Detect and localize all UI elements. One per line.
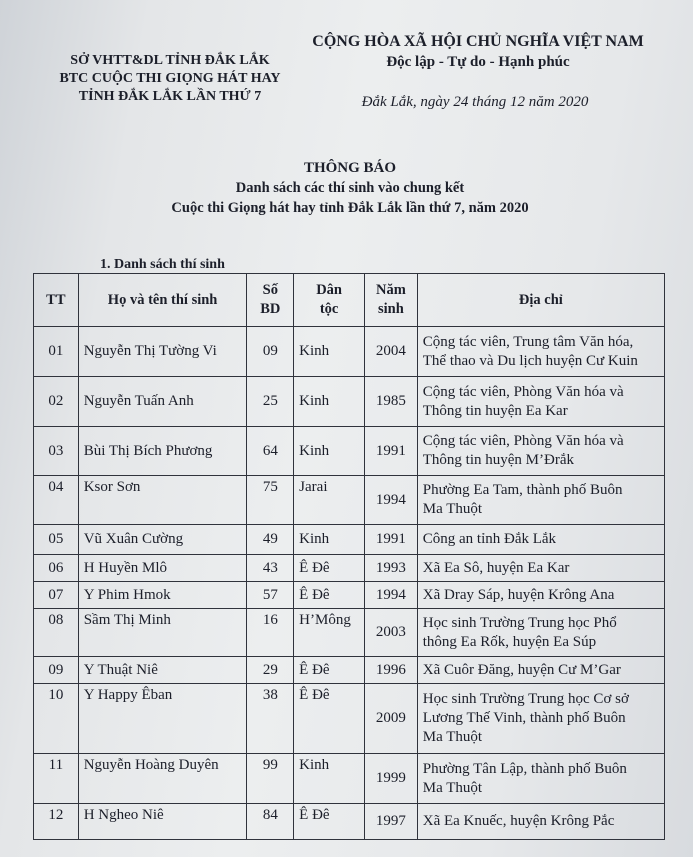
- cell-sbd: 29: [247, 657, 294, 684]
- header-sbd-line-2: BD: [260, 301, 281, 317]
- cell-name: Nguyễn Thị Tường Vi: [78, 327, 247, 377]
- cell-name: Bùi Thị Bích Phương: [78, 427, 247, 476]
- cell-name: Sầm Thị Minh: [78, 609, 247, 657]
- address-line: Cộng tác viên, Phòng Văn hóa và: [422, 383, 624, 400]
- header-birth-year: [365, 274, 418, 327]
- address-line: Cộng tác viên, Trung tâm Văn hóa,: [422, 333, 634, 350]
- cell-ethnicity: Ê Đê: [294, 804, 365, 840]
- notice-title-block: [100, 158, 600, 218]
- cell-sbd: 57: [247, 582, 294, 609]
- cell-sbd: 25: [247, 377, 294, 427]
- cell-sbd: 43: [247, 555, 294, 582]
- notice-subtitle-1: Danh sách các thí sinh vào chung kết: [235, 180, 465, 196]
- cell-tt: 06: [34, 555, 79, 582]
- cell-sbd: 38: [247, 684, 294, 754]
- table-row: [34, 657, 665, 684]
- cell-birth-year: 1996: [365, 657, 418, 684]
- cell-name: Y Thuật Niê: [78, 657, 247, 684]
- cell-ethnicity: Ê Đê: [294, 684, 365, 754]
- cell-address: [417, 609, 664, 657]
- cell-sbd: 09: [247, 327, 294, 377]
- cell-sbd: 84: [247, 804, 294, 840]
- address-line: Học sinh Trường Trung học Cơ sở: [422, 691, 629, 707]
- cell-name: H Huyền Mlô: [78, 555, 247, 582]
- cell-address: Xã Ea Sô, huyện Ea Kar: [417, 555, 664, 582]
- address-line: Ma Thuột: [422, 779, 483, 796]
- address-line: Cộng tác viên, Phòng Văn hóa và: [422, 433, 624, 449]
- address-line: Phường Ea Tam, thành phố Buôn: [422, 482, 623, 498]
- cell-address: [417, 377, 664, 427]
- table-row: [34, 525, 665, 555]
- cell-ethnicity: H’Mông: [294, 609, 365, 657]
- place-date: Đắk Lắk, ngày 24 tháng 12 năm 2020: [361, 94, 589, 110]
- table-row: [34, 427, 665, 476]
- cell-tt: 09: [34, 657, 79, 684]
- header-sbd: [247, 274, 294, 327]
- cell-birth-year: 1991: [365, 427, 418, 476]
- cell-tt: 01: [34, 327, 79, 377]
- cell-birth-year: 2004: [365, 327, 418, 377]
- header-birth-year-line-1: Năm: [375, 282, 406, 298]
- address-line: Lương Thế Vinh, thành phố Buôn: [422, 710, 626, 726]
- cell-sbd: 64: [247, 427, 294, 476]
- cell-sbd: 16: [247, 609, 294, 657]
- address-line: Phường Tân Lập, thành phố Buôn: [422, 760, 627, 777]
- cell-tt: 04: [34, 476, 79, 525]
- section-title: 1. Danh sách thí sinh: [100, 257, 225, 272]
- cell-address: Xã Ea Knuếc, huyện Krông Pắc: [417, 804, 664, 840]
- cell-ethnicity: Kinh: [294, 754, 365, 804]
- header-tt: TT: [34, 274, 79, 327]
- cell-birth-year: 1993: [365, 555, 418, 582]
- header-sbd-line-1: Số: [262, 282, 278, 298]
- cell-name: Vũ Xuân Cường: [78, 525, 247, 555]
- cell-sbd: 75: [247, 476, 294, 525]
- cell-address: [417, 754, 664, 804]
- issuer-line-1: SỞ VHTT&DL TỈNH ĐẮK LẮK: [70, 53, 270, 68]
- cell-name: Y Phim Hmok: [78, 582, 247, 609]
- cell-tt: 02: [34, 377, 79, 427]
- notice-subtitle-2: Cuộc thi Giọng hát hay tỉnh Đắk Lắk lần thứ 7, năm 2020: [171, 200, 529, 216]
- national-motto: Độc lập - Tự do - Hạnh phúc: [386, 54, 570, 70]
- contestant-table: [33, 273, 665, 840]
- cell-sbd: 49: [247, 525, 294, 555]
- address-line: Thông tin huyện Ea Kar: [422, 402, 568, 419]
- national-header: [298, 32, 658, 72]
- table-row: [34, 476, 665, 525]
- table-row: [34, 327, 665, 377]
- cell-ethnicity: Kinh: [294, 377, 365, 427]
- cell-tt: 10: [34, 684, 79, 754]
- table-row: [34, 609, 665, 657]
- cell-birth-year: 1994: [365, 582, 418, 609]
- cell-ethnicity: Ê Đê: [294, 582, 365, 609]
- cell-tt: 11: [34, 754, 79, 804]
- cell-ethnicity: Jarai: [294, 476, 365, 525]
- cell-address: [417, 684, 664, 754]
- cell-address: [417, 476, 664, 525]
- cell-name: Nguyễn Tuấn Anh: [78, 377, 247, 427]
- address-line: Thể thao và Du lịch huyện Cư Kuin: [422, 352, 638, 369]
- cell-birth-year: 2009: [365, 684, 418, 754]
- cell-sbd: 99: [247, 754, 294, 804]
- table-row: [34, 804, 665, 840]
- cell-ethnicity: Kinh: [294, 327, 365, 377]
- cell-ethnicity: Kinh: [294, 427, 365, 476]
- cell-ethnicity: Ê Đê: [294, 657, 365, 684]
- issuer-header: [40, 52, 300, 106]
- address-line: Học sinh Trường Trung học Phổ: [422, 614, 617, 631]
- issuer-line-2: BTC CUỘC THI GIỌNG HÁT HAY: [59, 71, 281, 86]
- issuer-line-3: TỈNH ĐẮK LẮK LẦN THỨ 7: [78, 89, 262, 104]
- cell-birth-year: 1999: [365, 754, 418, 804]
- cell-tt: 12: [34, 804, 79, 840]
- address-line: Ma Thuột: [422, 729, 483, 745]
- header-name: Họ và tên thí sinh: [78, 274, 247, 327]
- cell-birth-year: 1997: [365, 804, 418, 840]
- cell-address: Công an tỉnh Đắk Lắk: [417, 525, 664, 555]
- header-ethnicity-line-2: tộc: [319, 301, 339, 317]
- table-row: [34, 582, 665, 609]
- cell-address: Xã Dray Sáp, huyện Krông Ana: [417, 582, 664, 609]
- cell-ethnicity: Kinh: [294, 525, 365, 555]
- table-row: [34, 684, 665, 754]
- address-line: thông Ea Rốk, huyện Ea Súp: [422, 633, 597, 650]
- cell-name: H Ngheo Niê: [78, 804, 247, 840]
- cell-tt: 08: [34, 609, 79, 657]
- cell-address: Xã Cuôr Đăng, huyện Cư M’Gar: [417, 657, 664, 684]
- table-header-row: [34, 274, 665, 327]
- cell-birth-year: 1994: [365, 476, 418, 525]
- cell-tt: 07: [34, 582, 79, 609]
- cell-birth-year: 2003: [365, 609, 418, 657]
- cell-tt: 05: [34, 525, 79, 555]
- table-row: [34, 754, 665, 804]
- notice-title: THÔNG BÁO: [303, 160, 397, 176]
- header-birth-year-line-2: sinh: [377, 301, 404, 317]
- header-address: Địa chỉ: [417, 274, 664, 327]
- address-line: Ma Thuột: [422, 501, 483, 517]
- header-ethnicity-line-1: Dân: [316, 282, 342, 298]
- cell-birth-year: 1991: [365, 525, 418, 555]
- cell-name: Y Happy Êban: [78, 684, 247, 754]
- cell-name: Nguyễn Hoàng Duyên: [78, 754, 247, 804]
- cell-birth-year: 1985: [365, 377, 418, 427]
- cell-address: [417, 427, 664, 476]
- cell-name: Ksor Sơn: [78, 476, 247, 525]
- table-row: [34, 555, 665, 582]
- table-row: [34, 377, 665, 427]
- cell-address: [417, 327, 664, 377]
- cell-tt: 03: [34, 427, 79, 476]
- cell-ethnicity: Ê Đê: [294, 555, 365, 582]
- header-ethnicity: [294, 274, 365, 327]
- national-title: CỘNG HÒA XÃ HỘI CHỦ NGHĨA VIỆT NAM: [312, 33, 644, 50]
- address-line: Thông tin huyện M’Đrắk: [422, 452, 574, 468]
